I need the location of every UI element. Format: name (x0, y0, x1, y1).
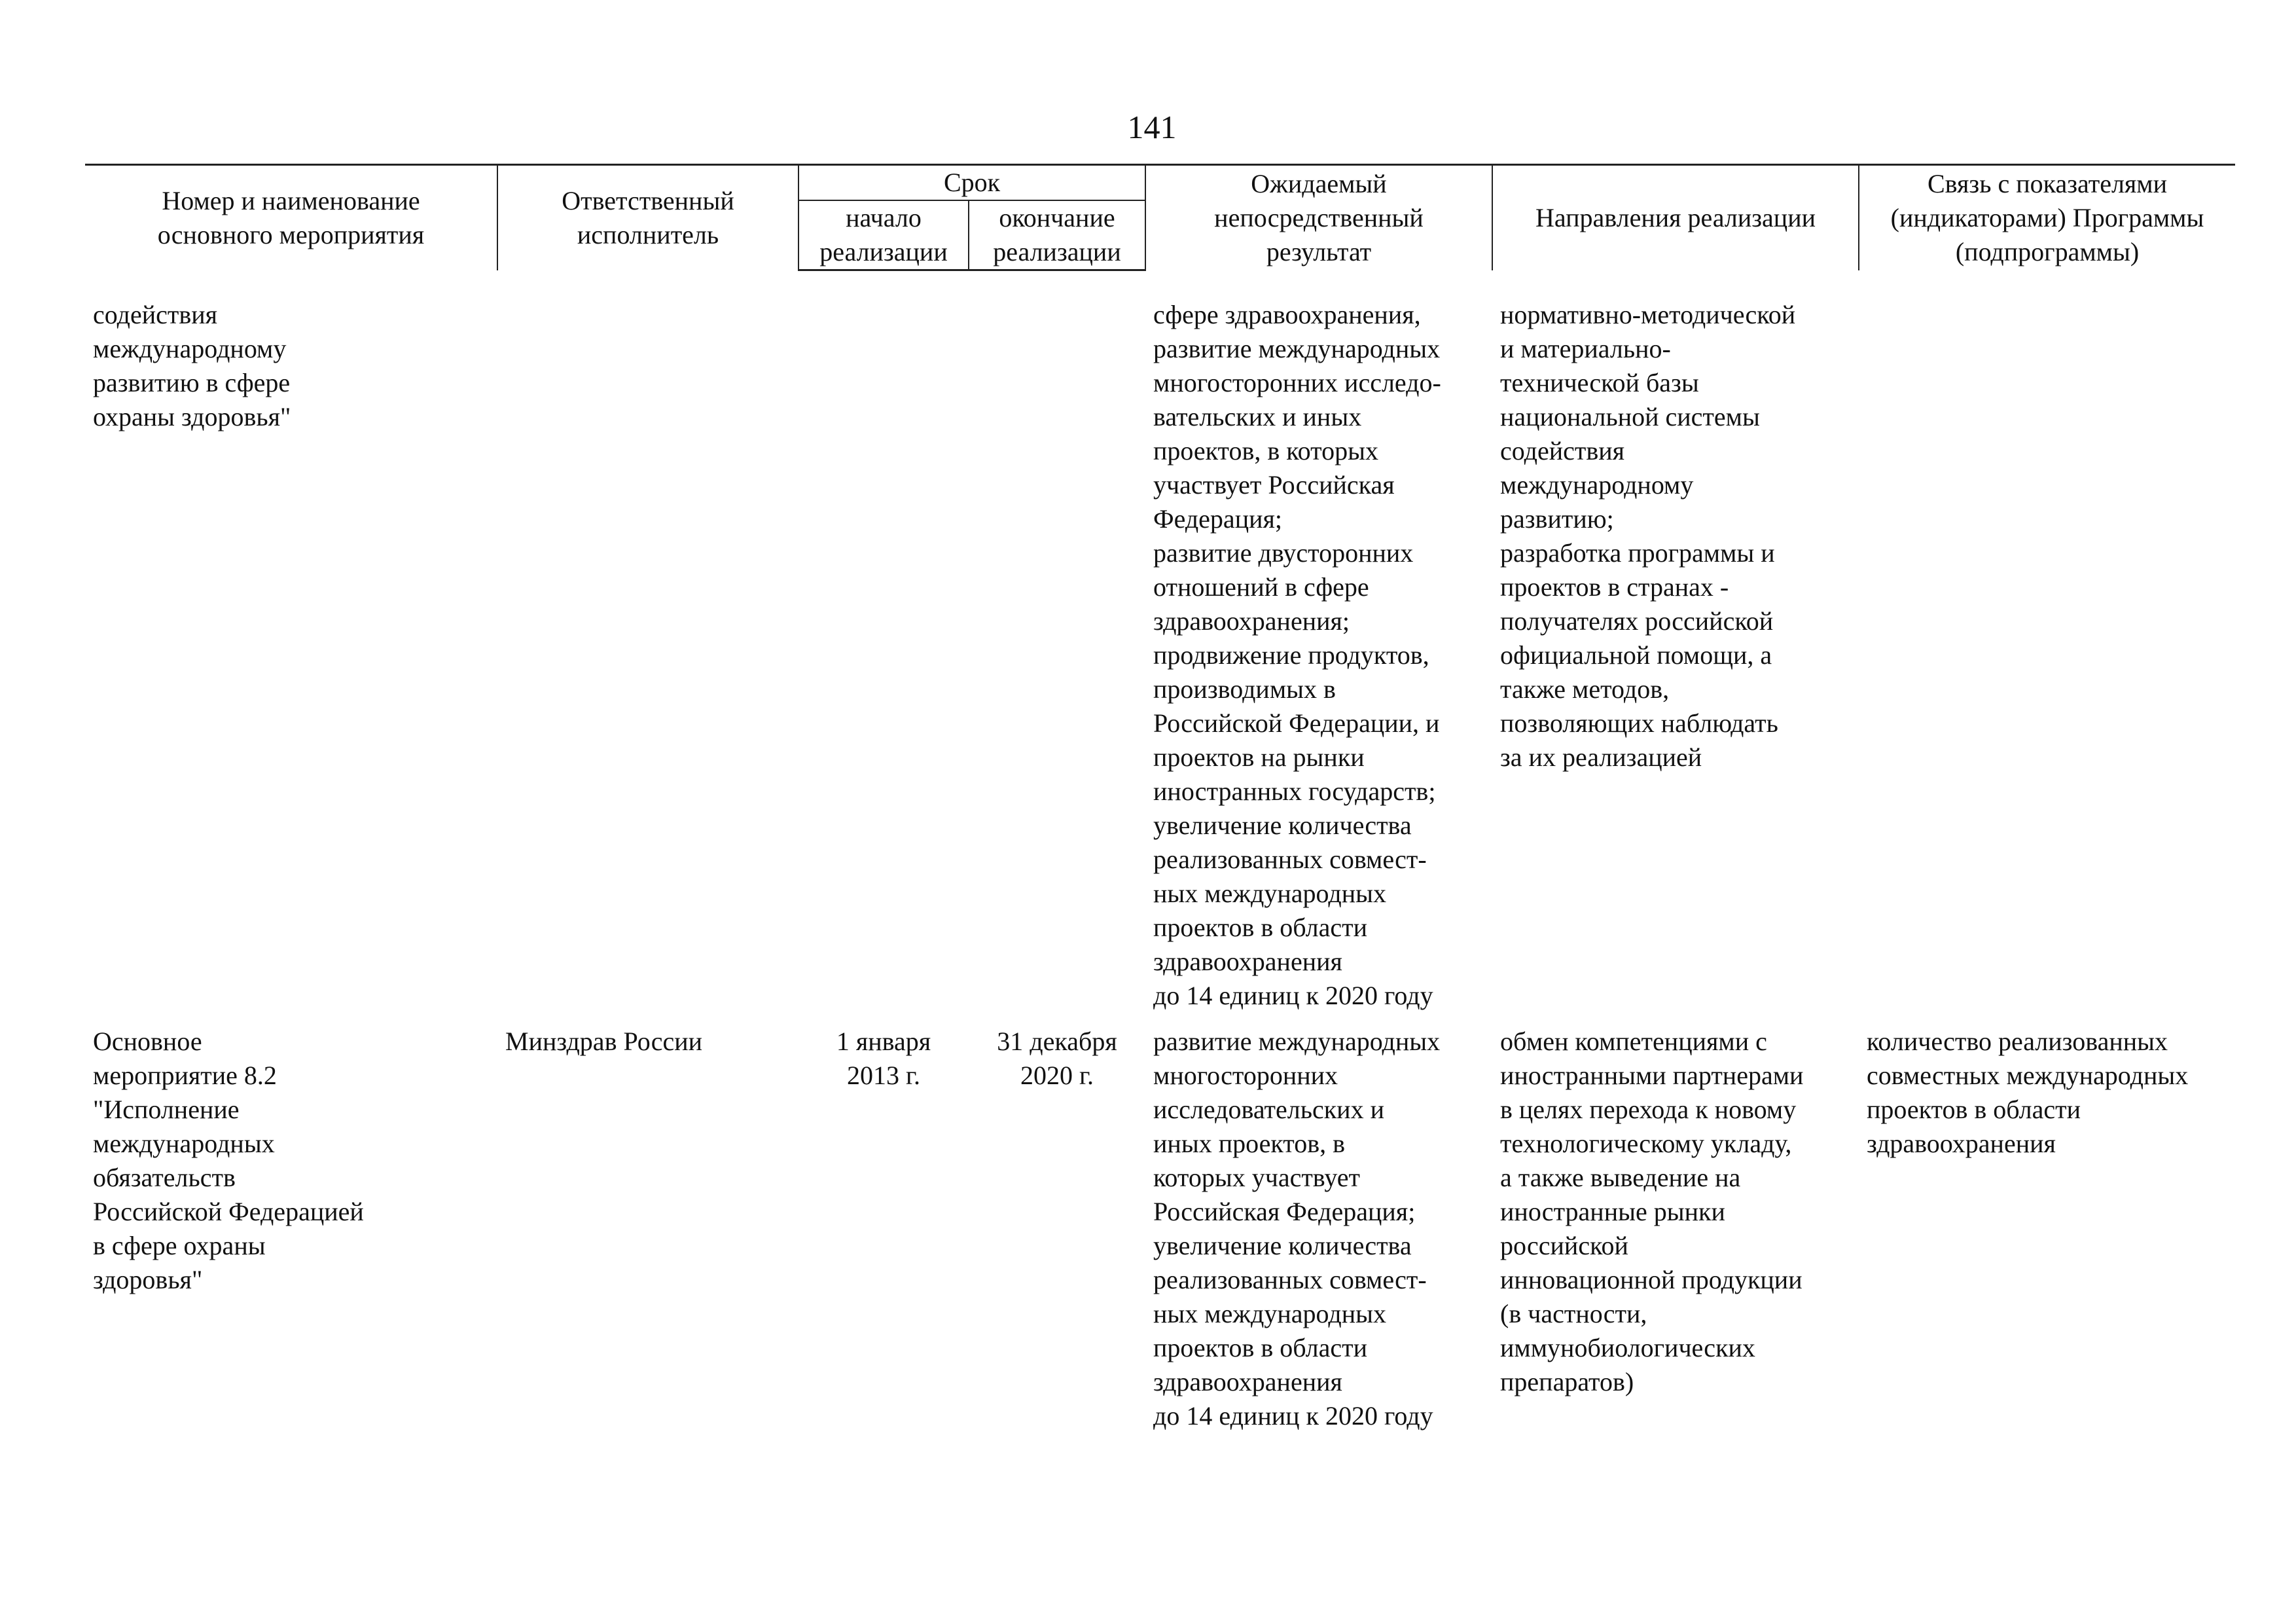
header-directions: Направления реализации (1492, 165, 1859, 270)
header-term-start: начало реализации (798, 200, 969, 270)
cell-executor: Минздрав России (505, 1026, 703, 1056)
table-row (85, 270, 2235, 1013)
cell-expected-result: развитие международных многосторонних исследовательских и иных проектов, в которых участвует Российская Федерация; увеличение количества реализованных совмест- ных международных проектов в области здравоохранения до 14 единиц к 2020 году (1153, 1026, 1441, 1431)
cell-term-end (969, 270, 1145, 1013)
header-indicators: Связь с показателями (индикаторами) Программы (подпрограммы) (1859, 165, 2235, 270)
header-term-end: окончание реализации (969, 200, 1145, 270)
cell-term-end: 31 декабря 2020 г. (997, 1026, 1117, 1090)
header-term: Срок (798, 165, 1145, 201)
table-body (85, 270, 2235, 1433)
header-executor: Ответственный исполнитель (497, 165, 798, 270)
cell-indicators (1859, 270, 2235, 1013)
page-number: 141 (1127, 109, 1177, 145)
cell-expected-result: сфере здравоохранения, развитие международных многосторонних исследо- вательских и иных проектов, в которых участвует Российская Федерация; развитие двусторонних отношений в сфере здравоохранения; продвижение продуктов, производимых в Российской Федерации, и проектов на рынки иностранных государств; увеличение количества реализованных совмест- ных международных проектов в области здравоохранения до 14 единиц к 2020 году (1153, 299, 1441, 1010)
header-expected-result: Ожидаемый непосредственный результат (1145, 165, 1492, 270)
activities-table (85, 164, 2235, 1433)
header-activity-name: Номер и наименование основного мероприятия (85, 165, 497, 270)
table-row (85, 1013, 2235, 1433)
cell-directions: нормативно-методической и материально- технической базы национальной системы содействия международному развитию; разработка программы и проектов в странах - получателях российской официальной помощи, а также методов, позволяющих наблюдать за их реализацией (1500, 299, 1796, 772)
cell-activity-name: Основное мероприятие 8.2 "Исполнение международных обязательств Российской Федерацией в сфере охраны здоровья" (93, 1026, 364, 1294)
table-header (85, 165, 2235, 270)
cell-term-start (798, 270, 969, 1013)
cell-executor (497, 270, 798, 1013)
cell-indicators: количество реализованных совместных международных проектов в области здравоохранения (1867, 1026, 2189, 1158)
cell-directions: обмен компетенциями с иностранными партнерами в целях перехода к новому технологическому укладу, а также выведение на иностранные рынки российской инновационной продукции (в частности, иммунобиологических препаратов) (1500, 1026, 1804, 1396)
cell-activity-name: содействия международному развитию в сфере охраны здоровья" (93, 299, 291, 431)
cell-term-start: 1 января 2013 г. (836, 1026, 931, 1090)
